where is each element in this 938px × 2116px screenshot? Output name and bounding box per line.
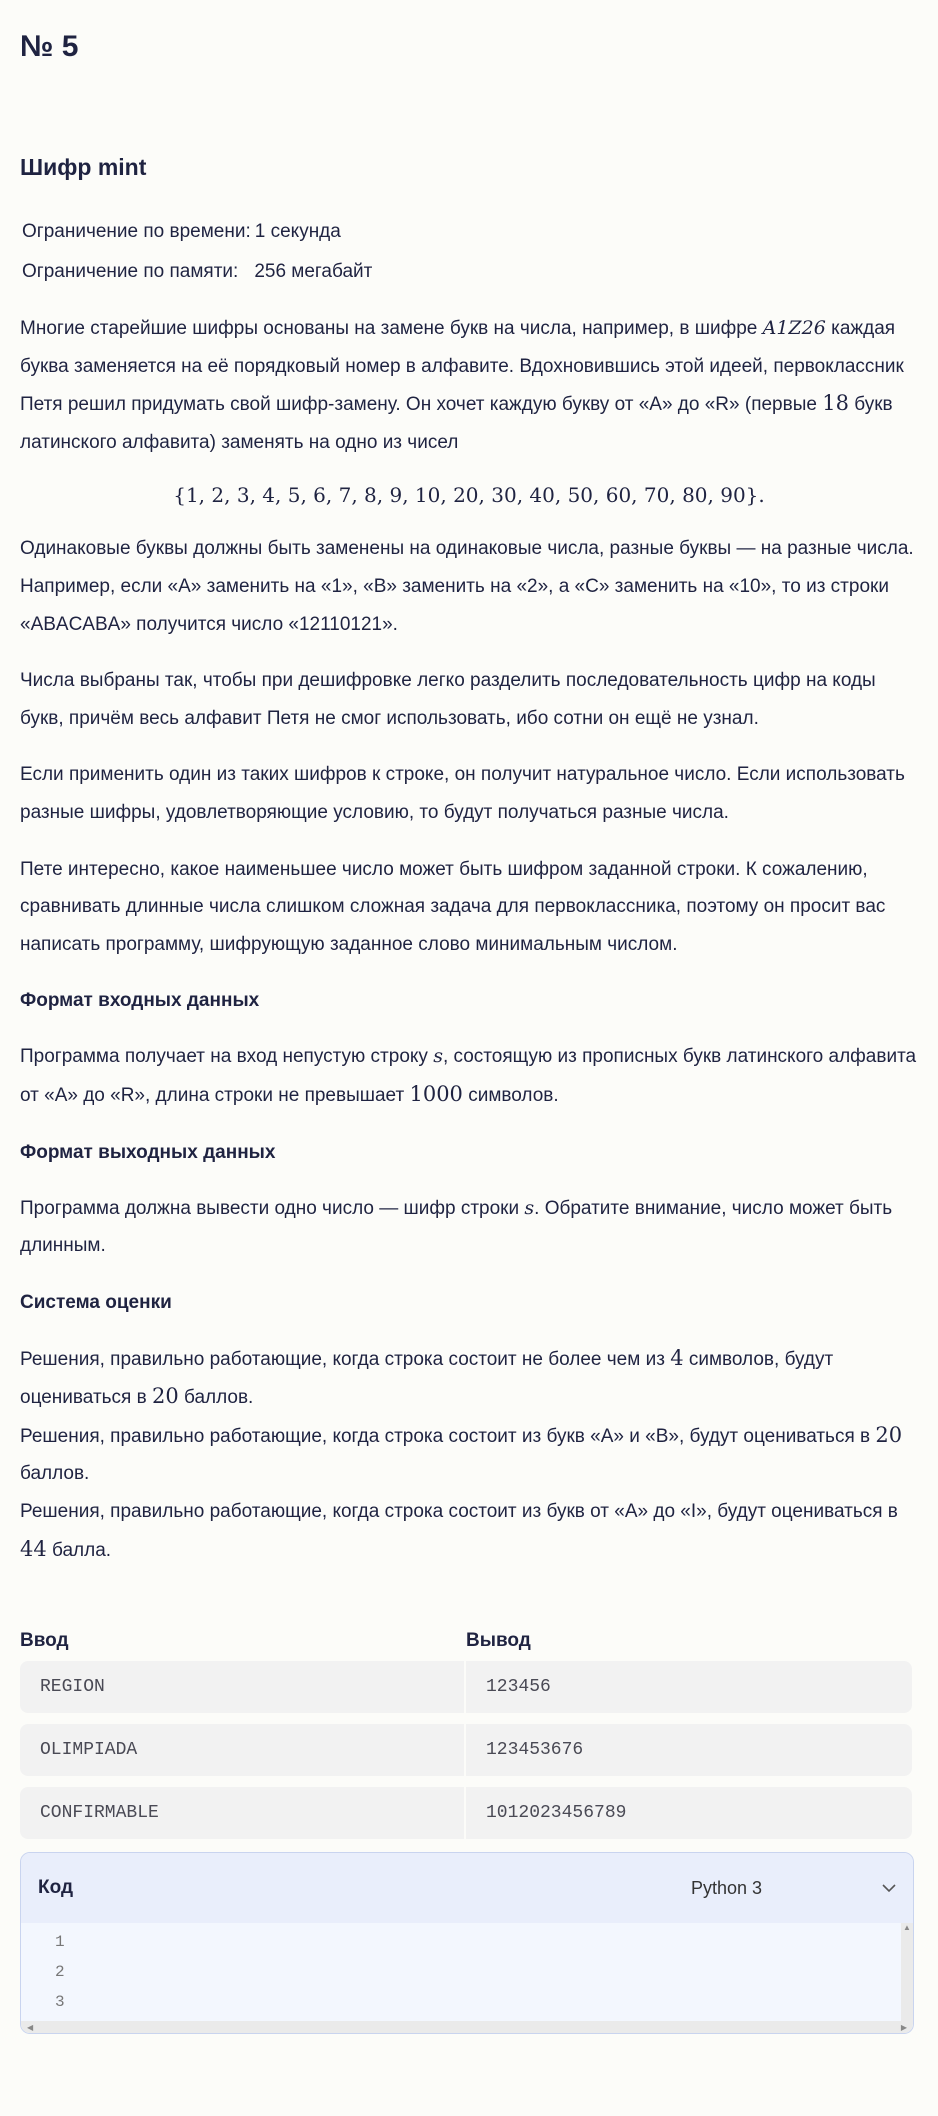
time-limit-row [20, 212, 918, 252]
scroll-up-arrow-icon[interactable]: ▲ [903, 1923, 911, 1933]
example-output[interactable]: 123456 [466, 1661, 912, 1713]
statement-paragraph: Если применить один из таких шифров к строке, он получит натуральное число. Если использовать разные шифры, удовлетворяющие условию, то будут получаться разные числа. [20, 764, 905, 823]
math-number: 44 [20, 1536, 47, 1561]
examples-table [20, 1621, 918, 1839]
scoring-text: баллов. [178, 1387, 254, 1409]
statement-paragraph: Числа выбраны так, чтобы при дешифровке легко разделить последовательность цифр на коды букв, причём весь алфавит Петя не смог использовать, ибо сотни он ещё не узнал. [20, 670, 876, 729]
scoring-text: Решения, правильно работающие, когда строка состоит не более чем из [20, 1348, 671, 1370]
line-number: 3 [55, 1993, 65, 2012]
examples-output-header: Вывод [466, 1630, 531, 1652]
scoring-text: балла. [46, 1539, 112, 1561]
example-row [20, 1787, 918, 1839]
scoring-text: символов, будут оцениваться в [20, 1348, 834, 1409]
code-editor-body[interactable] [21, 1923, 913, 2033]
input-format-heading: Формат входных данных [20, 990, 260, 1012]
statement-text: Многие старейшие шифры основаны на замене букв на числа, например, в шифре [20, 318, 763, 339]
time-limit-value: 1 секунда [254, 221, 341, 242]
output-format-span: Программа должна вывести одно число — шифр строки [20, 1197, 525, 1219]
output-format-heading: Формат выходных данных [20, 1141, 276, 1163]
examples-input-header: Ввод [20, 1630, 69, 1652]
example-row [20, 1724, 918, 1776]
math-number: 1000 [409, 1081, 463, 1106]
line-number: 1 [55, 1933, 65, 1952]
limits-block [20, 212, 918, 292]
code-editor-header [21, 1853, 913, 1923]
example-input[interactable]: CONFIRMABLE [20, 1787, 464, 1839]
code-editor-panel [20, 1852, 914, 2034]
math-number: 20 [875, 1422, 903, 1447]
input-format-text [20, 1038, 918, 1114]
memory-limit-row [20, 252, 918, 292]
vertical-scrollbar[interactable] [901, 1923, 913, 2023]
horizontal-scrollbar[interactable] [21, 2021, 913, 2033]
line-numbers [21, 1923, 913, 2017]
math-number: 20 [151, 1384, 179, 1409]
math-number: 4 [670, 1345, 684, 1370]
language-select-value: Python 3 [691, 1877, 763, 1898]
statement-paragraph [20, 310, 918, 461]
number-set-formula: {1, 2, 3, 4, 5, 6, 7, 8, 9, 10, 20, 30, 40, 50, 60, 70, 80, 90}. [173, 483, 765, 508]
scoring-line [20, 1417, 918, 1493]
scroll-right-arrow-icon[interactable]: ▶ [900, 2022, 907, 2032]
example-output[interactable]: 1012023456789 [466, 1787, 912, 1839]
scoring-text: Решения, правильно работающие, когда строка состоит из букв «A» и «B», будут оцениваться в [20, 1425, 876, 1447]
math-variable: s [433, 1045, 443, 1068]
memory-limit-label: Ограничение по памяти: [22, 261, 239, 282]
line-number: 2 [55, 1963, 65, 1982]
input-format-span: , состоящую из прописных букв латинского алфавита от «A» до «R», длина строки не превышает [20, 1046, 917, 1106]
problem-statement [20, 310, 918, 963]
input-format-span: Программа получает на вход непустую строку [20, 1046, 434, 1068]
scoring-text: Решения, правильно работающие, когда строка состоит из букв от «A» до «I», будут оцениваться в [20, 1501, 898, 1523]
examples-header [20, 1621, 918, 1661]
scoring-block [20, 1340, 918, 1570]
problem-number: № 5 [20, 30, 79, 63]
language-select[interactable] [691, 1878, 896, 1899]
scoring-text: баллов. [20, 1463, 90, 1485]
output-format-text [20, 1190, 918, 1265]
statement-paragraph: Одинаковые буквы должны быть заменены на одинаковые числа, разные буквы — на разные числа. Например, если «A» заменить на «1», «B» заменить на «2», а «C» заменить на «10», то из строки «ABACABA» получится число «12110121». [20, 538, 914, 635]
chevron-down-icon [882, 1884, 896, 1893]
scroll-left-arrow-icon[interactable]: ◀ [27, 2022, 34, 2032]
statement-paragraph: Пете интересно, какое наименьшее число может быть шифром заданной строки. К сожалению, сравнивать длинные числа слишком сложная задача для первоклассника, поэтому он просит вас написать программу, шифрующую заданное слово минимальным числом. [20, 858, 886, 955]
scoring-line [20, 1493, 918, 1569]
example-input[interactable]: OLIMPIADA [20, 1724, 464, 1776]
math-number: 18 [822, 391, 849, 416]
scoring-line [20, 1340, 918, 1417]
math-variable: s [524, 1196, 535, 1219]
example-input[interactable]: REGION [20, 1661, 464, 1713]
math-cipher-name: A1Z26 [762, 317, 826, 339]
time-limit-label: Ограничение по времени: [22, 221, 251, 242]
memory-limit-value: 256 мегабайт [254, 261, 373, 282]
example-output[interactable]: 123453676 [466, 1724, 912, 1776]
output-format-span: . Обратите внимание, число может быть длинным. [20, 1197, 893, 1257]
scoring-heading: Система оценки [20, 1291, 172, 1313]
problem-title: Шифр mint [20, 154, 147, 180]
code-label: Код [38, 1877, 74, 1899]
statement-text: каждая буква заменяется на её порядковый номер в алфавите. Вдохновившись этой идеей, первоклассник Петя решил придумать свой шифр-замену. Он хочет каждую букву от «A» до «R» (первые [20, 318, 904, 416]
input-format-span: символов. [462, 1084, 559, 1106]
example-row [20, 1661, 918, 1713]
statement-text: букв латинского алфавита) заменять на одно из чисел [20, 394, 893, 453]
